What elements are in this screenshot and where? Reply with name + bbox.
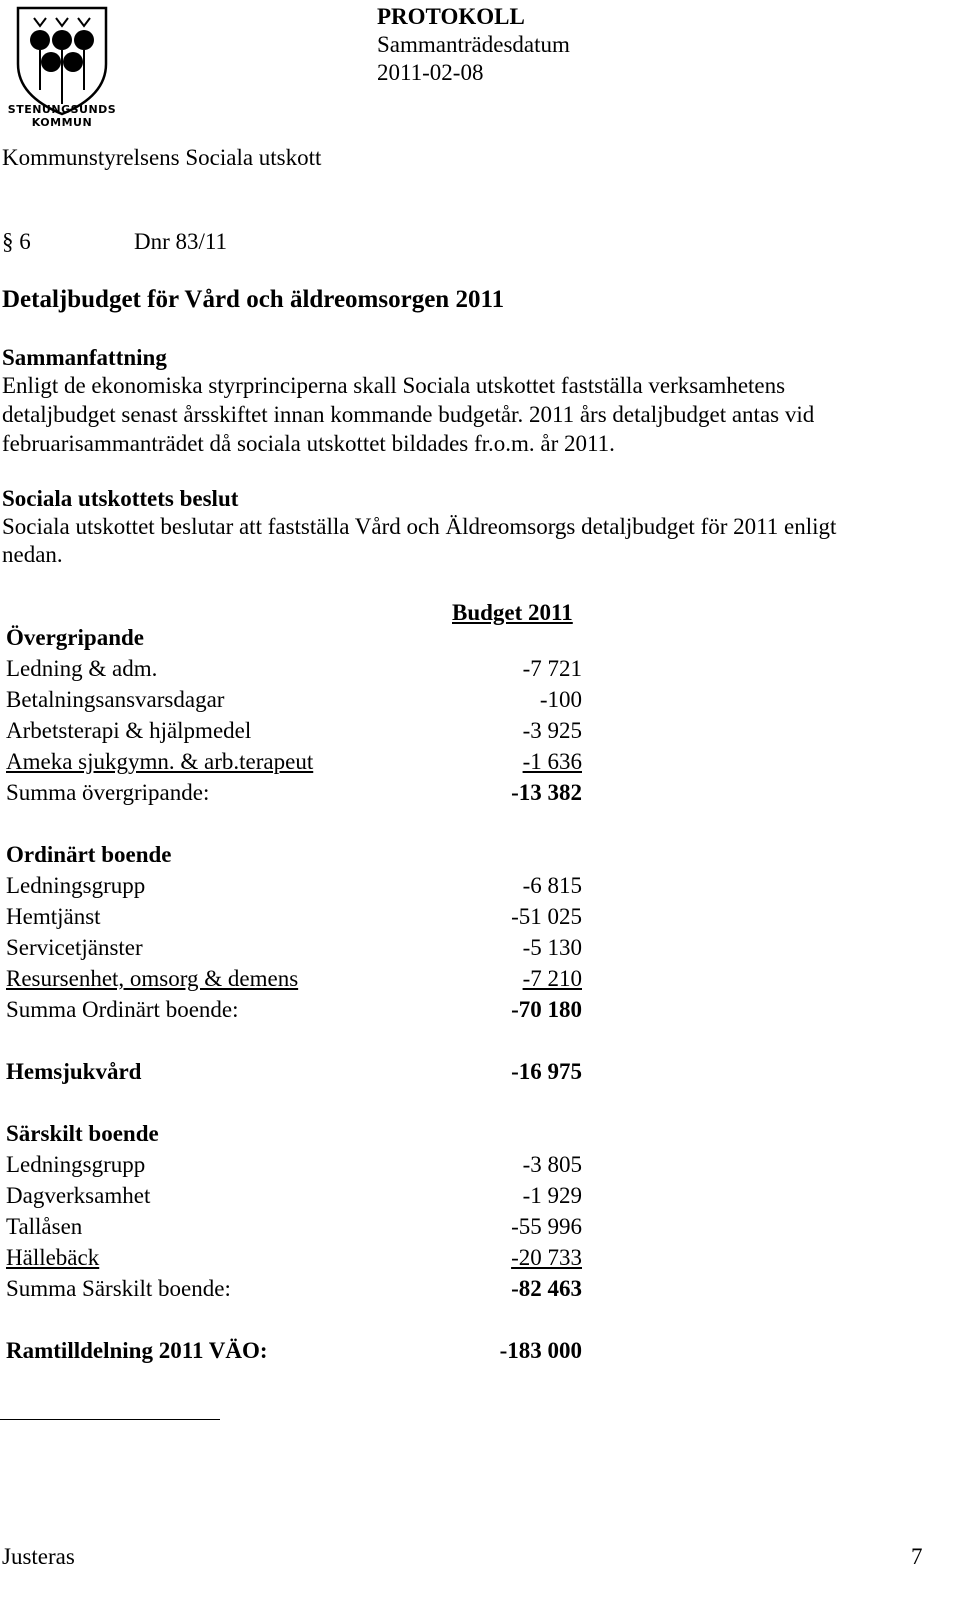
budget-row-label: Summa Särskilt boende: bbox=[6, 1276, 231, 1301]
budget-row-value: -100 bbox=[539, 687, 582, 712]
section-row bbox=[6, 1056, 582, 1087]
section-row bbox=[6, 622, 582, 653]
budget-row bbox=[6, 1149, 582, 1180]
budget-row-label bbox=[6, 746, 436, 777]
budget-row-label: Hemtjänst bbox=[6, 904, 101, 929]
page-number: 7 bbox=[911, 1544, 923, 1569]
budget-row bbox=[6, 684, 582, 715]
decision-line: nedan. bbox=[2, 542, 63, 567]
budget-row-value: -183 000 bbox=[499, 1338, 582, 1363]
subtotal-row bbox=[6, 1273, 582, 1304]
subtotal-row bbox=[6, 777, 582, 808]
justeras-label: Justeras bbox=[2, 1544, 75, 1569]
budget-row-value: -3 805 bbox=[522, 1152, 582, 1177]
budget-row bbox=[6, 932, 582, 963]
budget-row-label: Ordinärt boende bbox=[6, 842, 172, 867]
budget-row-value bbox=[436, 808, 582, 839]
doc-type: PROTOKOLL bbox=[377, 4, 525, 29]
diary-number: Dnr 83/11 bbox=[134, 229, 228, 254]
budget-row-value: -51 025 bbox=[511, 904, 582, 929]
budget-row-value: -5 130 bbox=[522, 935, 582, 960]
budget-row-value bbox=[436, 1242, 582, 1273]
decision-heading: Sociala utskottets beslut bbox=[2, 486, 239, 511]
budget-row-value: -16 975 bbox=[511, 1059, 582, 1084]
budget-row-label-text: Ameka sjukgymn. & arb.terapeut bbox=[6, 749, 314, 774]
budget-row-value: -1 929 bbox=[522, 1183, 582, 1208]
spacer-row bbox=[6, 808, 582, 839]
budget-row bbox=[6, 715, 582, 746]
budget-row-label: Ledningsgrupp bbox=[6, 873, 146, 898]
budget-row-label: Hemsjukvård bbox=[6, 1059, 142, 1084]
meeting-date-value: 2011-02-08 bbox=[377, 60, 484, 85]
budget-row-label-text: Hällebäck bbox=[6, 1245, 100, 1270]
budget-row bbox=[6, 653, 582, 684]
summary-line: Enligt de ekonomiska styrprinciperna skall Sociala utskottet fastställa verksamhetens bbox=[2, 373, 786, 398]
budget-row-label: Summa övergripande: bbox=[6, 780, 210, 805]
meeting-date-label: Sammanträdesdatum bbox=[377, 32, 570, 57]
budget-row-value bbox=[436, 963, 582, 994]
budget-row-label: Ledningsgrupp bbox=[6, 1152, 146, 1177]
budget-row bbox=[6, 1180, 582, 1211]
budget-row-value: -70 180 bbox=[511, 997, 582, 1022]
budget-row bbox=[6, 746, 582, 777]
budget-row-label bbox=[6, 1025, 436, 1056]
spacer-row bbox=[6, 1304, 582, 1335]
budget-row-label bbox=[6, 1304, 436, 1335]
budget-row bbox=[6, 1242, 582, 1273]
budget-row-value: -82 463 bbox=[511, 1276, 582, 1301]
spacer-row bbox=[6, 1025, 582, 1056]
subtotal-row bbox=[6, 994, 582, 1025]
budget-row-label: Tallåsen bbox=[6, 1214, 83, 1239]
section-row bbox=[6, 1118, 582, 1149]
summary-line: februarisammanträdet då sociala utskottet bildades fr.o.m. år 2011. bbox=[2, 431, 615, 456]
budget-row-label-text: Resursenhet, omsorg & demens bbox=[6, 966, 299, 991]
logo-text-line2: KOMMUN bbox=[31, 116, 93, 129]
decision-line: Sociala utskottet beslutar att fastställa Vård och Äldreomsorgs detaljbudget för 2011 enligt bbox=[2, 514, 837, 539]
budget-row-label: Ramtilldelning 2011 VÄO: bbox=[6, 1338, 268, 1363]
budget-row-value: -7 721 bbox=[522, 656, 582, 681]
budget-row-label bbox=[6, 1242, 436, 1273]
budget-row-value bbox=[436, 1087, 582, 1118]
summary-line: detaljbudget senast årsskiftet innan kommande budgetår. 2011 års detaljbudget antas vid bbox=[2, 402, 815, 427]
section-row bbox=[6, 839, 582, 870]
budget-row bbox=[6, 1211, 582, 1242]
logo-text-line1: STENUNGSUNDS bbox=[7, 103, 117, 116]
budget-row-value bbox=[436, 839, 582, 870]
budget-row-label: Summa Ordinärt boende: bbox=[6, 997, 239, 1022]
budget-row-value-text: -20 733 bbox=[511, 1245, 582, 1270]
budget-row-label bbox=[6, 808, 436, 839]
budget-row-label bbox=[6, 963, 436, 994]
budget-row-label: Särskilt boende bbox=[6, 1121, 159, 1146]
summary-heading: Sammanfattning bbox=[2, 345, 167, 370]
budget-row-label bbox=[6, 1087, 436, 1118]
budget-row-label: Betalningsansvarsdagar bbox=[6, 687, 225, 712]
budget-row-value bbox=[436, 746, 582, 777]
budget-row bbox=[6, 901, 582, 932]
budget-row-label: Servicetjänster bbox=[6, 935, 143, 960]
budget-row-value bbox=[436, 1025, 582, 1056]
budget-row-value-text: -7 210 bbox=[522, 966, 582, 991]
budget-row-label: Övergripande bbox=[6, 625, 144, 650]
spacer-row bbox=[6, 1087, 582, 1118]
budget-row-value bbox=[436, 1304, 582, 1335]
budget-row-value bbox=[436, 622, 582, 653]
budget-row-value bbox=[436, 1118, 582, 1149]
budget-row-label: Ledning & adm. bbox=[6, 656, 158, 681]
budget-row-label: Arbetsterapi & hjälpmedel bbox=[6, 718, 252, 743]
budget-row-value: -6 815 bbox=[522, 873, 582, 898]
signature-line bbox=[0, 1419, 220, 1420]
budget-row bbox=[6, 870, 582, 901]
paragraph-number: § 6 bbox=[2, 229, 31, 254]
budget-row-value: -55 996 bbox=[511, 1214, 582, 1239]
budget-column-header: Budget 2011 bbox=[452, 600, 573, 625]
budget-row-value-text: -1 636 bbox=[522, 749, 582, 774]
budget-row-value: -13 382 bbox=[511, 780, 582, 805]
item-title: Detaljbudget för Vård och äldreomsorgen 2011 bbox=[2, 286, 505, 313]
budget-table bbox=[6, 622, 582, 1366]
total-row bbox=[6, 1335, 582, 1366]
budget-row-label: Dagverksamhet bbox=[6, 1183, 151, 1208]
budget-row-value: -3 925 bbox=[522, 718, 582, 743]
committee-name: Kommunstyrelsens Sociala utskott bbox=[2, 145, 322, 170]
budget-row bbox=[6, 963, 582, 994]
